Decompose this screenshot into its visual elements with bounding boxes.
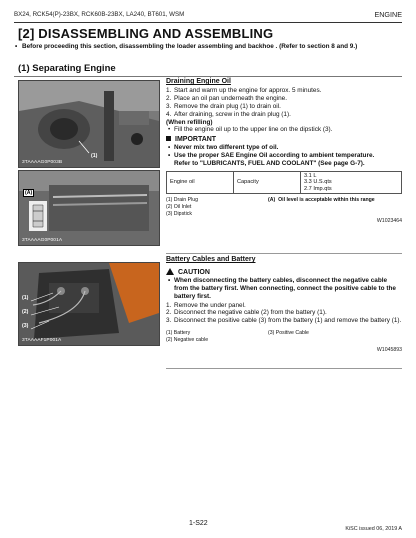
spec-table bbox=[166, 171, 402, 195]
legend-item: (2) Oil Inlet bbox=[166, 204, 192, 211]
photo-label: (1) bbox=[22, 295, 29, 301]
header-models: BX24, RCK54(P)-23BX, RCK60B-23BX, LA240, BT601, WSM bbox=[14, 11, 185, 18]
legend-item: (1) Battery bbox=[166, 330, 191, 337]
legend-item: (1) Drain Plug bbox=[166, 197, 199, 204]
oil-heading: Draining Engine Oil bbox=[166, 78, 231, 85]
important-label: IMPORTANT bbox=[166, 136, 402, 144]
header-rule bbox=[14, 22, 402, 23]
subsection-rule bbox=[14, 76, 402, 77]
legend-note: (A) Oil level is acceptable within this range bbox=[268, 197, 375, 204]
list-item: 1. Start and warm up the engine for approx. 5 minutes. bbox=[166, 86, 322, 94]
photo-code: 3TAAAAF1P001A bbox=[22, 338, 62, 343]
important-item: • Use the proper SAE Engine Oil according to ambient temperature. bbox=[168, 152, 375, 160]
battery-legend bbox=[166, 330, 402, 346]
list-item: 3. Remove the drain plug (1) to drain oil. bbox=[166, 102, 281, 110]
intro-note bbox=[15, 43, 402, 51]
photo-label: (A) bbox=[25, 190, 33, 196]
legend-item: (3) Positive Cable bbox=[268, 330, 309, 337]
caution-label: CAUTION bbox=[166, 268, 402, 277]
battery-steps bbox=[166, 302, 402, 326]
important-item: • Never mix two different type of oil. bbox=[168, 144, 279, 152]
oil-code: W1023464 bbox=[376, 218, 402, 225]
page-number: 1-S22 bbox=[189, 520, 208, 527]
photo-label: (2) bbox=[22, 309, 29, 315]
spec-attribute: Capacity bbox=[234, 171, 301, 194]
photo-drain-plug-image bbox=[19, 81, 159, 167]
issue-date: KiSC issued 06, 2019 A bbox=[345, 526, 402, 532]
spec-item: Engine oil bbox=[167, 171, 234, 194]
header-section: ENGINE bbox=[374, 10, 402, 19]
refer-text: Refer to "LUBRICANTS, FUEL AND COOLANT" (See page G-7). bbox=[174, 160, 365, 168]
photo-dipstick bbox=[18, 170, 160, 246]
section-title: [2] DISASSEMBLING AND ASSEMBLING bbox=[18, 26, 274, 41]
section-divider bbox=[166, 368, 402, 369]
legend-item: (2) Negative cable bbox=[166, 336, 209, 343]
refill-text: • Fill the engine oil up to the upper line on the dipstick (3). bbox=[168, 126, 333, 134]
photo-code: 3TAAAAG0P001A bbox=[22, 238, 63, 243]
battery-heading: Battery Cables and Battery bbox=[166, 256, 256, 263]
list-item: 4. After draining, screw in the drain plug (1). bbox=[166, 110, 291, 118]
photo-dipstick-image bbox=[19, 171, 159, 245]
list-item: 2. Disconnect the negative cable (2) from the battery (1). bbox=[166, 309, 327, 317]
photo-label: (1) bbox=[91, 153, 98, 159]
subsection-title: (1) Separating Engine bbox=[18, 63, 116, 74]
battery-code: W1045893 bbox=[376, 347, 402, 354]
photo-drain-plug bbox=[18, 80, 160, 168]
legend-item: (3) Dipstick bbox=[166, 210, 192, 217]
section-divider bbox=[166, 253, 402, 254]
warning-icon bbox=[166, 268, 174, 275]
oil-steps bbox=[166, 87, 402, 119]
list-item: 1. Remove the under panel. bbox=[166, 301, 246, 309]
photo-battery bbox=[18, 262, 160, 346]
list-item: 2. Place an oil pan underneath the engine. bbox=[166, 94, 287, 102]
photo-label: (3) bbox=[22, 323, 29, 329]
photo-battery-image bbox=[19, 263, 159, 345]
refill-label: (When refilling) bbox=[166, 118, 213, 126]
oil-section bbox=[166, 78, 402, 225]
photo-code: 3TAAAAG0P003B bbox=[22, 160, 63, 165]
intro-note-text: Before proceeding this section, disassembling the loader assembling and backhoe . (Refer to section 8 and 9.) bbox=[22, 43, 358, 50]
list-item: 3. Disconnect the positive cable (3) from the battery (1) and remove the battery (1). bbox=[166, 317, 402, 325]
spec-values: 3.1 L 3.3 U.S.qts 2.7 Imp.qts bbox=[301, 171, 402, 194]
square-bullet-icon bbox=[166, 136, 171, 141]
battery-section bbox=[166, 256, 402, 354]
caution-text: • When disconnecting the battery cables, disconnect the negative cable from the battery first. When connecting, connect the positive cable to the battery first. bbox=[168, 276, 396, 300]
bullet-icon: • bbox=[15, 43, 18, 50]
oil-legend bbox=[166, 197, 402, 217]
